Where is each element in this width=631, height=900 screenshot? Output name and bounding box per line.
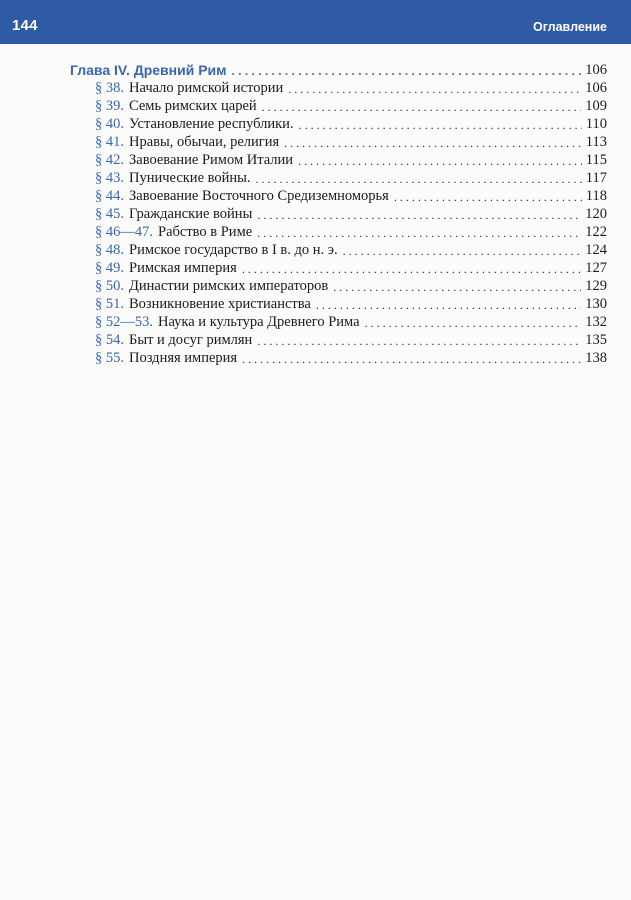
- toc-entry[interactable]: [95, 223, 607, 241]
- dot-leader: [257, 333, 581, 349]
- entry-page: 120: [585, 206, 607, 222]
- entry-page: 124: [585, 242, 607, 258]
- dot-leader: [232, 63, 582, 79]
- page-number: 144: [12, 17, 38, 34]
- entry-title: Римская империя: [129, 260, 237, 276]
- paragraph-number: § 52—53.: [95, 314, 153, 330]
- chapter-page: 106: [585, 62, 607, 78]
- entry-page: 130: [585, 296, 607, 312]
- paragraph-number: § 40.: [95, 116, 124, 132]
- entry-page: 115: [585, 152, 607, 168]
- entry-page: 122: [585, 224, 607, 240]
- entry-title: Римское государство в I в. до н. э.: [129, 242, 338, 258]
- entry-page: 118: [585, 188, 607, 204]
- entry-title: Пунические войны.: [129, 170, 251, 186]
- chapter-title: Глава IV. Древний Рим: [70, 62, 227, 78]
- dot-leader: [284, 135, 582, 151]
- paragraph-number: § 54.: [95, 332, 124, 348]
- page-header: [0, 0, 631, 44]
- paragraph-number: § 38.: [95, 80, 124, 96]
- dot-leader: [256, 171, 582, 187]
- paragraph-number: § 45.: [95, 206, 124, 222]
- toc-entry[interactable]: [95, 205, 607, 223]
- entry-title: Гражданские войны: [129, 206, 253, 222]
- toc-entry[interactable]: [95, 133, 607, 151]
- toc-entry[interactable]: [95, 313, 607, 331]
- dot-leader: [365, 315, 582, 331]
- dot-leader: [257, 225, 581, 241]
- dot-leader: [333, 279, 581, 295]
- toc-entry[interactable]: [95, 169, 607, 187]
- toc-entry[interactable]: [95, 331, 607, 349]
- paragraph-number: § 39.: [95, 98, 124, 114]
- dot-leader: [242, 351, 581, 367]
- entry-title: Установление республики.: [129, 116, 294, 132]
- toc-entry[interactable]: [95, 259, 607, 277]
- toc-entry[interactable]: [95, 295, 607, 313]
- paragraph-number: § 41.: [95, 134, 124, 150]
- toc-entry[interactable]: [95, 241, 607, 259]
- entry-title: Рабство в Риме: [158, 224, 253, 240]
- entry-page: 113: [585, 134, 607, 150]
- entry-page: 127: [585, 260, 607, 276]
- entry-title: Быт и досуг римлян: [129, 332, 253, 348]
- entry-page: 135: [585, 332, 607, 348]
- toc-entry[interactable]: [95, 115, 607, 133]
- entry-title: Династии римских императоров: [129, 278, 329, 294]
- paragraph-number: § 46—47.: [95, 224, 153, 240]
- entry-title: Завоевание Римом Италии: [129, 152, 294, 168]
- entry-page: 138: [585, 350, 607, 366]
- toc-entry[interactable]: [95, 151, 607, 169]
- entry-title: Начало римской истории: [129, 80, 284, 96]
- entry-page: 129: [585, 278, 607, 294]
- paragraph-number: § 49.: [95, 260, 124, 276]
- paragraph-number: § 50.: [95, 278, 124, 294]
- entry-title: Завоевание Восточного Средиземноморья: [129, 188, 389, 204]
- entry-page: 132: [585, 314, 607, 330]
- paragraph-number: § 48.: [95, 242, 124, 258]
- dot-leader: [316, 297, 581, 313]
- dot-leader: [242, 261, 581, 277]
- entry-title: Поздняя империя: [129, 350, 238, 366]
- paragraph-number: § 42.: [95, 152, 124, 168]
- entry-page: 109: [585, 98, 607, 114]
- toc-chapter-heading[interactable]: [70, 61, 607, 79]
- entry-title: Возникновение христианства: [129, 296, 311, 312]
- toc-entry[interactable]: [95, 277, 607, 295]
- entry-title: Наука и культура Древнего Рима: [158, 314, 360, 330]
- entry-page: 110: [585, 116, 607, 132]
- dot-leader: [288, 81, 581, 97]
- paragraph-number: § 55.: [95, 350, 124, 366]
- dot-leader: [262, 99, 582, 115]
- paragraph-number: § 51.: [95, 296, 124, 312]
- dot-leader: [394, 189, 582, 205]
- entry-title: Нравы, обычаи, религия: [129, 134, 280, 150]
- toc-entry[interactable]: [95, 97, 607, 115]
- header-title: Оглавление: [533, 20, 607, 34]
- dot-leader: [257, 207, 581, 223]
- paragraph-number: § 43.: [95, 170, 124, 186]
- paragraph-number: § 44.: [95, 188, 124, 204]
- entry-page: 117: [585, 170, 607, 186]
- dot-leader: [299, 117, 582, 133]
- dot-leader: [298, 153, 582, 169]
- entry-page: 106: [585, 80, 607, 96]
- toc-entry[interactable]: [95, 187, 607, 205]
- entry-title: Семь римских царей: [129, 98, 257, 114]
- toc-entry[interactable]: [95, 79, 607, 97]
- dot-leader: [343, 243, 582, 259]
- toc-entry[interactable]: [95, 349, 607, 367]
